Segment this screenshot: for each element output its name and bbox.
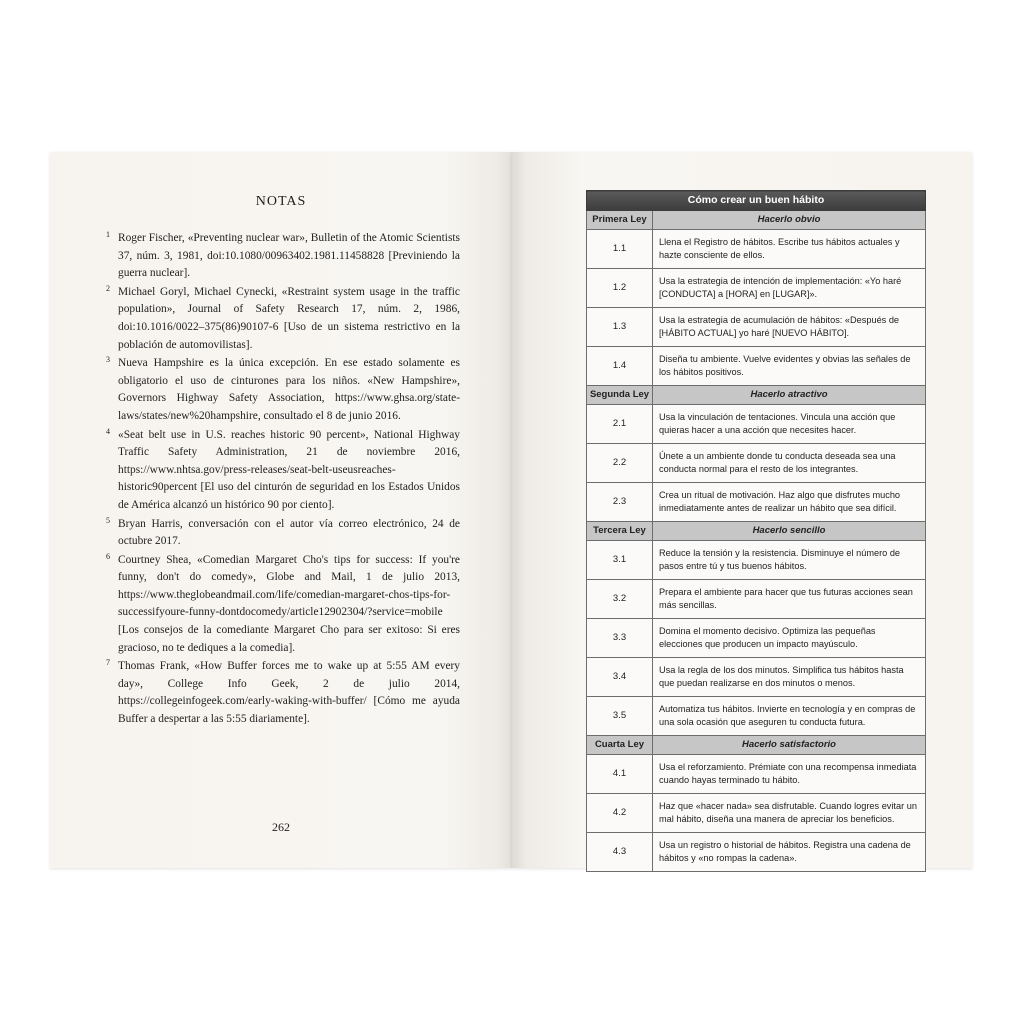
note-item: [108, 284, 460, 354]
rule-text: Usa un registro o historial de hábitos. Registra una cadena de hábitos y «no rompas la cadena».: [653, 833, 926, 872]
note-text: «Seat belt use in U.S. reaches historic 90 percent», National Highway Traffic Safety Administration, 21 de noviembre 2016, https://www.nhtsa.gov/press-releases/seat-belt-useusreaches-historic90percent [El uso del cinturón de seguridad en los Estados Unidos de América alcanzó un histórico 90 por ciento].: [118, 428, 460, 511]
rule-number: 2.3: [587, 483, 653, 522]
rule-number: 2.2: [587, 444, 653, 483]
table-row: [587, 483, 926, 522]
rule-text: Llena el Registro de hábitos. Escribe tus hábitos actuales y hazte consciente de ellos.: [653, 230, 926, 269]
law-name: Tercera Ley: [587, 522, 653, 541]
note-item: [108, 427, 460, 515]
note-text: Thomas Frank, «How Buffer forces me to wake up at 5:55 AM every day», College Info Geek, 2 de julio 2014, https://collegeinfogeek.com/early-waking-with-buffer/ [Cómo me ayuda Buffer a despertar a las 5:55 diariamente].: [118, 660, 460, 726]
page-number: 262: [272, 820, 290, 834]
note-number: 6: [106, 551, 110, 561]
table-row: [587, 347, 926, 386]
left-page: [50, 152, 512, 868]
rule-number: 3.4: [587, 658, 653, 697]
law-subtitle: Hacerlo obvio: [653, 211, 926, 230]
note-text: Roger Fischer, «Preventing nuclear war», Bulletin of the Atomic Scientists 37, núm. 3, 1981, doi:10.1080/00963402.1981.11458828 [Previniendo la guerra nuclear].: [118, 232, 460, 280]
table-row: [587, 269, 926, 308]
note-item: [108, 355, 460, 425]
rule-text: Usa la estrategia de intención de implementación: «Yo haré [CONDUCTA] a [HORA] en [LUGAR]».: [653, 269, 926, 308]
note-text: Bryan Harris, conversación con el autor vía correo electrónico, 24 de octubre 2017.: [118, 517, 460, 548]
law-header-row: [587, 386, 926, 405]
rule-text: Domina el momento decisivo. Optimiza las pequeñas elecciones que producen un impacto mayúsculo.: [653, 619, 926, 658]
table-row: [587, 444, 926, 483]
note-number: 5: [106, 515, 110, 525]
right-page: [512, 152, 972, 868]
table-row: [587, 697, 926, 736]
rule-text: Usa la estrategia de acumulación de hábitos: «Después de [HÁBITO ACTUAL] yo haré [NUEVO HÁBITO].: [653, 308, 926, 347]
rule-number: 1.2: [587, 269, 653, 308]
note-item: [108, 516, 460, 551]
table-row: [587, 230, 926, 269]
table-row: [587, 308, 926, 347]
note-number: 4: [106, 426, 110, 436]
notes-title: NOTAS: [255, 194, 307, 209]
table-title: Cómo crear un buen hábito: [587, 191, 926, 211]
law-header-row: [587, 522, 926, 541]
table-row: [587, 405, 926, 444]
rule-number: 3.5: [587, 697, 653, 736]
rule-number: 4.3: [587, 833, 653, 872]
rule-text: Haz que «hacer nada» sea disfrutable. Cuando logres evitar un mal hábito, diseña una manera de apreciar los beneficios.: [653, 794, 926, 833]
rule-number: 3.1: [587, 541, 653, 580]
note-text: Nueva Hampshire es la única excepción. En ese estado solamente es obligatorio el uso de cinturones para los niños. «New Hampshire», Governors Highway Safety Association, https://www.ghsa.org/state-laws/states/new%20hampshire, consultado el 8 de junio 2016.: [118, 357, 460, 422]
rule-number: 1.1: [587, 230, 653, 269]
rule-text: Diseña tu ambiente. Vuelve evidentes y obvias las señales de los hábitos positivos.: [653, 347, 926, 386]
rule-number: 3.2: [587, 580, 653, 619]
open-book: [50, 152, 972, 868]
note-number: 7: [106, 658, 110, 668]
table-row: [587, 658, 926, 697]
law-subtitle: Hacerlo sencillo: [653, 522, 926, 541]
rule-text: Usa la vinculación de tentaciones. Vincula una acción que quieras hacer a una acción que necesites hacer.: [653, 405, 926, 444]
note-item: [108, 230, 460, 283]
note-item: [108, 658, 460, 728]
law-subtitle: Hacerlo satisfactorio: [653, 736, 926, 755]
note-number: 1: [106, 230, 110, 239]
table-row: [587, 755, 926, 794]
law-name: Cuarta Ley: [587, 736, 653, 755]
note-text: Courtney Shea, «Comedian Margaret Cho's tips for success: If you're funny, don't do comedy», Globe and Mail, 1 de julio 2013, https://www.theglobeandmail.com/life/comedian-margaret-chos-tips-for-successifyoure-funny-dontdocomedy/article12902304/?service=mobile [Los consejos de la comediante Margaret Cho para ser exitoso: Si eres gracioso, no te dediques a la comedia].: [118, 553, 460, 654]
table-row: [587, 794, 926, 833]
habits-table: [586, 190, 926, 872]
table-row: [587, 833, 926, 872]
law-subtitle: Hacerlo atractivo: [653, 386, 926, 405]
table-row: [587, 619, 926, 658]
rule-text: Usa el reforzamiento. Prémiate con una recompensa inmediata cuando hayas terminado tu hábito.: [653, 755, 926, 794]
note-number: 2: [106, 283, 110, 293]
habits-table-body: [587, 191, 926, 872]
rule-number: 1.4: [587, 347, 653, 386]
rule-number: 2.1: [587, 405, 653, 444]
table-title-row: [587, 191, 926, 211]
table-row: [587, 541, 926, 580]
rule-text: Usa la regla de los dos minutos. Simplifica tus hábitos hasta que puedan realizarse en dos minutos o menos.: [653, 658, 926, 697]
rule-text: Reduce la tensión y la resistencia. Disminuye el número de pasos entre tú y tus buenos hábitos.: [653, 541, 926, 580]
rule-text: Únete a un ambiente donde tu conducta deseada sea una conducta normal para el resto de los integrantes.: [653, 444, 926, 483]
rule-number: 4.2: [587, 794, 653, 833]
rule-text: Automatiza tus hábitos. Invierte en tecnología y en compras de una sola ocasión que aseguren tu conducta futura.: [653, 697, 926, 736]
law-header-row: [587, 211, 926, 230]
law-header-row: [587, 736, 926, 755]
note-item: [108, 552, 460, 658]
rule-number: 4.1: [587, 755, 653, 794]
rule-number: 1.3: [587, 308, 653, 347]
note-text: Michael Goryl, Michael Cynecki, «Restraint system usage in the traffic population», Journal of Safety Research 17, núm. 2, 1986, doi:10.1016/0022–375(86)90107-6 [Uso de un sistema restrictivo en la población de automovilistas].: [118, 285, 460, 351]
rule-text: Prepara el ambiente para hacer que tus futuras acciones sean más sencillas.: [653, 580, 926, 619]
law-name: Primera Ley: [587, 211, 653, 230]
rule-number: 3.3: [587, 619, 653, 658]
table-row: [587, 580, 926, 619]
rule-text: Crea un ritual de motivación. Haz algo que disfrutes mucho inmediatamente antes de realizar un hábito que sea difícil.: [653, 483, 926, 522]
note-number: 3: [106, 355, 110, 365]
law-name: Segunda Ley: [587, 386, 653, 405]
notes-list: [108, 230, 460, 730]
